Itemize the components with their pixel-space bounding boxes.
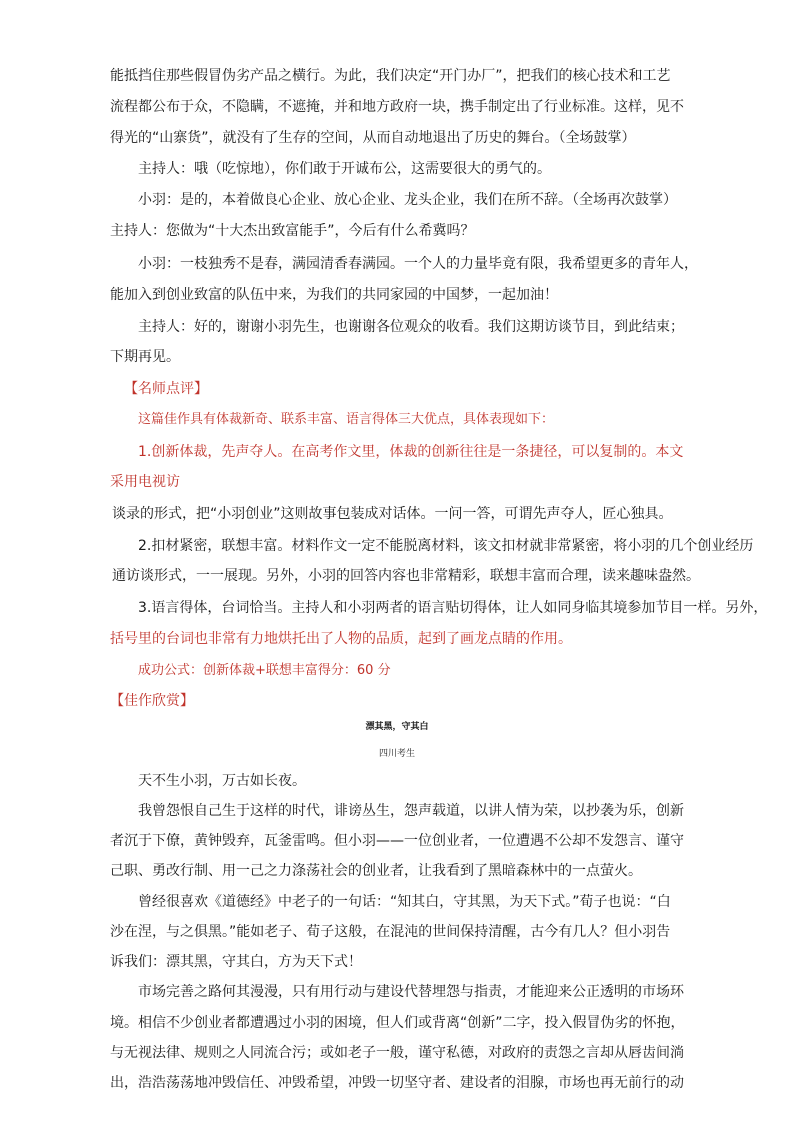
essay-author: 四川考生 [378,749,415,759]
body-line: 主持人：哦（吃惊地），你们敢于开诚布公，这需要很大的勇气的。 [138,161,551,177]
body-line: 小羽：一枝独秀不是春，满园清香春满园。一个人的力量毕竟有限，我希望更多的青年人， [138,256,698,272]
success-formula: 成功公式：创新体裁+联想丰富得分：60 分 [138,663,391,678]
essay-line: 曾经很喜欢《道德经》中老子的一句话：“知其白，守其黑，为天下式。”荀子也说：“白 [138,894,671,910]
essay-line: 我曾怨恨自己生于这样的时代，诽谤丛生，怨声载道，以讲人情为荣，以抄袭为乐，创新 [138,803,684,819]
essay-line: 天不生小羽，万古如长夜。 [138,773,306,789]
body-line: 下期再见。 [110,349,180,365]
body-line: 能加入到创业致富的队伍中来，为我们的共同家园的中国梦，一起加油！ [110,287,558,303]
body-line: 得光的“山寨货”，就没有了生存的空间，从而自动地退出了历史的舞台。（全场鼓掌） [110,130,636,146]
essay-line: 沙在涅，与之俱黑。”能如老子、荀子这般，在混沌的世间保持清醒，古今有几人？但小羽告 [110,924,671,940]
review-point-3-cont: 括号里的台词也非常有力地烘托出了人物的品质，起到了画龙点睛的作用。 [110,631,572,647]
essay-line: 者沉于下僚，黄钟毁弃，瓦釜雷鸣。但小羽——一位创业者，一位遭遇不公却不发怨言、谨守 [110,833,684,849]
essay-line: 与无视法律、规则之人同流合污；或如老子一般，谨守私德，对政府的责怨之言却从唇齿间淌 [110,1045,684,1061]
review-point-2-cont: 通访谈形式，一一展现。另外，小羽的回答内容也非常精彩，联想丰富而合理，读来趣味盎然。 [112,568,700,584]
review-heading: 【名师点评】 [124,381,208,397]
review-point-2: 2.扣材紧密，联想丰富。材料作文一定不能脱离材料，该文扣材就非常紧密，将小羽的几个创业经历 [138,538,754,554]
body-line: 主持人：好的，谢谢小羽先生，也谢谢各位观众的收看。我们这期访谈节目，到此结束； [138,319,684,335]
review-point-1-rest: 谈录的形式，把“小羽创业”这则故事包装成对话体。一问一答，可谓先声夺人，匠心独具。 [112,506,673,522]
review-point-1-cont: 采用电视访 [110,474,180,490]
body-line: 流程都公布于众，不隐瞒，不遮掩，并和地方政府一块，携手制定出了行业标准。这样，见不 [110,99,684,115]
essay-title: 漂其黑，守其白 [365,722,429,732]
essay-line: 诉我们：漂其黑，守其白，方为天下式！ [110,954,362,970]
body-line: 能抵挡住那些假冒伪劣产品之横行。为此，我们决定“开门办厂”，把我们的核心技术和工艺 [110,68,671,84]
review-point-3: 3.语言得体，台词恰当。主持人和小羽两者的语言贴切得体，让人如同身临其境参加节目一样。另外， [138,600,768,616]
body-line: 主持人：您做为“十大杰出致富能手”，今后有什么希冀吗？ [110,223,475,239]
essay-line: 市场完善之路何其漫漫，只有用行动与建设代替埋怨与指责，才能迎来公正透明的市场环 [138,984,684,1000]
review-intro: 这篇佳作具有体裁新奇、联系丰富、语言得体三大优点，具体表现如下： [138,412,555,427]
essay-line: 境。相信不少创业者都遭遇过小羽的困境，但人们或背离“创新”二字，投入假冒伪劣的怀抱， [110,1015,685,1031]
review-point-1: 1.创新体裁，先声夺人。在高考作文里，体裁的创新往往是一条捷径，可以复制的。本文 [138,444,684,460]
appreciation-heading: 【佳作欣赏】 [110,693,194,709]
essay-line: 己职、勇改行制、用一己之力涤荡社会的创业者，让我看到了黑暗森林中的一点萤火。 [110,863,642,879]
essay-line: 出，浩浩荡荡地冲毁信任、冲毁希望，冲毁一切坚守者、建设者的泪腺，市场也再无前行的动 [110,1075,684,1091]
body-line: 小羽：是的，本着做良心企业、放心企业、龙头企业，我们在所不辞。（全场再次鼓掌） [138,192,677,208]
